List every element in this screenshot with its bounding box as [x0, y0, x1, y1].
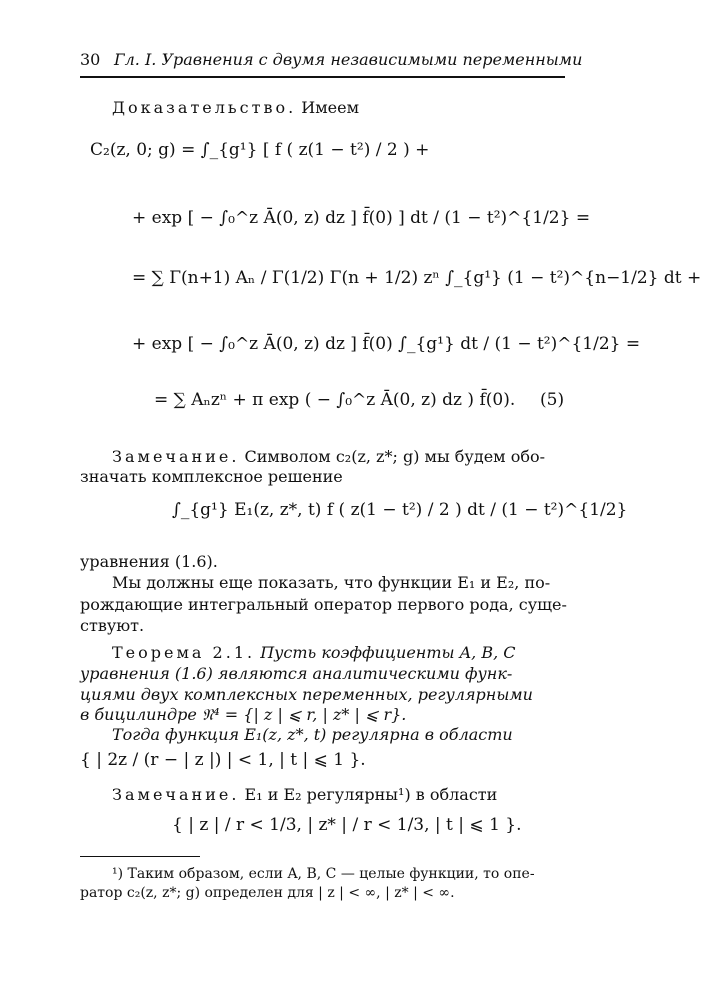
- remark2-line: [112, 785, 497, 804]
- remark2-label: Замечание.: [112, 785, 240, 804]
- equation-line-1: C₂(z, 0; g) = ∫_{g¹} [ f ( z(1 − t²) / 2 ) +: [90, 140, 430, 160]
- proof-text: Имеем: [301, 98, 360, 117]
- remark2-domain: { | z | / r < 1/3, | z* | / r < 1/3, | t | ⩽ 1 }.: [172, 815, 522, 835]
- proof-heading: [112, 98, 359, 117]
- equation-line-4: + exp [ − ∫₀^z Ā(0, z) dz ] f̄(0) ∫_{g¹} dt / (1 − t²)^{1/2} =: [132, 334, 641, 354]
- equation-number: (5): [540, 390, 565, 410]
- theorem-line2: уравнения (1.6) являются аналитическими функ-: [80, 664, 513, 683]
- theorem-first-line: [112, 643, 516, 662]
- remark1-line1: Символом c₂(z, z*; g) мы будем обо-: [244, 447, 545, 466]
- footnote-line2: ратор c₂(z, z*; g) определен для | z | < ∞, | z* | < ∞.: [80, 885, 455, 901]
- theorem-line1: Пусть коэффициенты A, B, C: [260, 643, 516, 662]
- equation-line-5: = ∑ Aₙzⁿ + π exp ( − ∫₀^z Ā(0, z) dz ) f̄(0).: [154, 390, 516, 410]
- theorem-line3: циями двух комплексных переменных, регулярными: [80, 685, 533, 704]
- running-title: Гл. I. Уравнения с двумя независимыми переменными: [114, 50, 583, 69]
- header-rule: [80, 76, 565, 78]
- page-number: 30: [80, 50, 101, 69]
- remark1-first-line: [112, 447, 545, 466]
- remark1-line2: значать комплексное решение: [80, 467, 343, 486]
- theorem-domain: { | 2z / (r − | z |) | < 1, | t | ⩽ 1 }.: [80, 750, 366, 770]
- paragraph-line1: Мы должны еще показать, что функции E₁ и E₂, по-: [112, 573, 551, 592]
- remark1-formula: ∫_{g¹} E₁(z, z*, t) f ( z(1 − t²) / 2 ) dt / (1 − t²)^{1/2}: [172, 500, 628, 520]
- proof-label: Доказательство.: [112, 98, 297, 117]
- footnote-rule: [80, 856, 200, 857]
- remark1-label: Замечание.: [112, 447, 240, 466]
- theorem-line5: Тогда функция E₁(z, z*, t) регулярна в области: [112, 725, 513, 744]
- theorem-label: Теорема 2.1.: [112, 643, 256, 662]
- equation-line-3: = ∑ Γ(n+1) Aₙ / Γ(1/2) Γ(n + 1/2) zⁿ ∫_{g¹} (1 − t²)^{n−1/2} dt +: [132, 268, 701, 288]
- remark2-text: E₁ и E₂ регулярны¹) в области: [244, 785, 498, 804]
- equation-line-2: + exp [ − ∫₀^z Ā(0, z) dz ] f̄(0) ] dt / (1 − t²)^{1/2} =: [132, 208, 591, 228]
- paragraph-line2: рождающие интегральный оператор первого рода, суще-: [80, 595, 567, 614]
- remark1-line3: уравнения (1.6).: [80, 552, 218, 571]
- footnote-line1: ¹) Таким образом, если A, B, C — целые функции, то опе-: [112, 866, 535, 882]
- paragraph-line3: ствуют.: [80, 616, 145, 635]
- theorem-line4: в бицилиндре 𝔑⁴ = {| z | ⩽ r, | z* | ⩽ r}.: [80, 705, 407, 724]
